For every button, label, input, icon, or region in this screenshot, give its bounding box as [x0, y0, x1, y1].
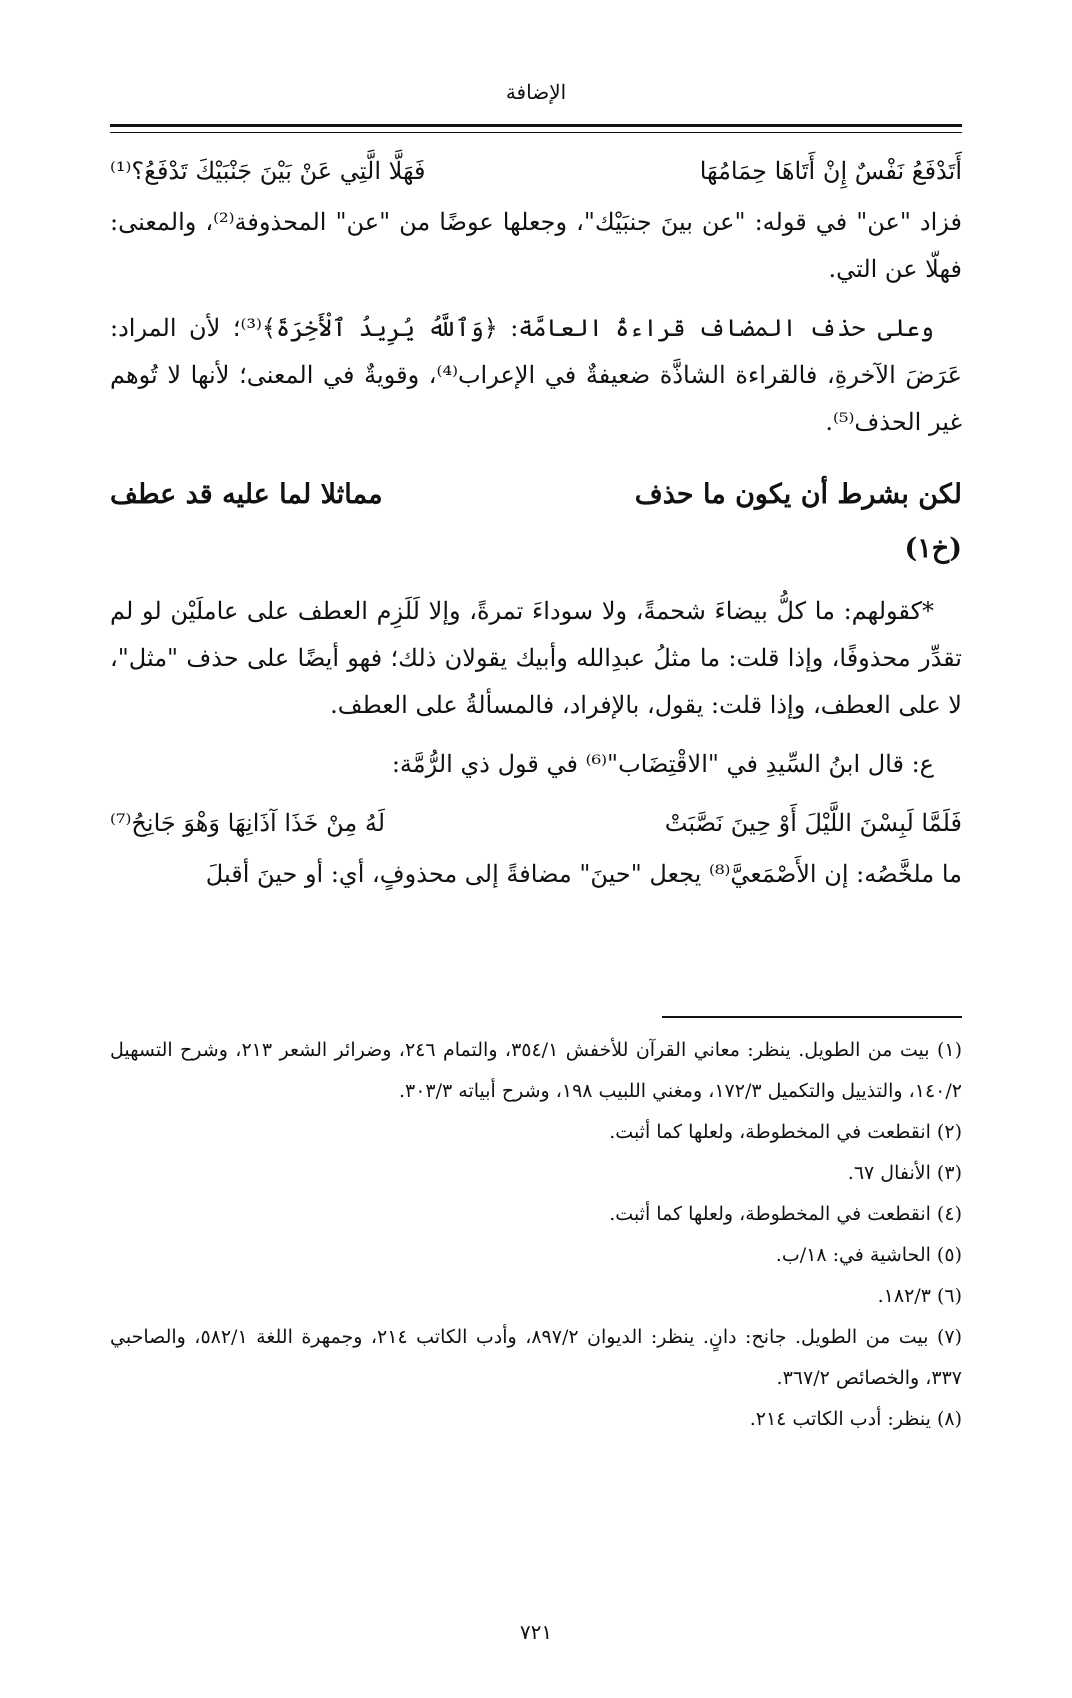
running-header: الإضافة [505, 80, 567, 104]
footnote-2: (٢) انقطعت في المخطوطة، ولعلها كما أثبت. [609, 1121, 962, 1143]
main-text [110, 148, 962, 910]
footnote-3: (٣) الأنفال ٦٧. [847, 1162, 962, 1184]
paragraph-2: وعلى حذف المضاف قراءةُ العامَّة: ﴿وَٱللَّهُ يُرِيدُ ٱلْأَخِرَةَ﴾⁽³⁾؛ لأن المراد: عَرَضَ الآخرةِ، فالقراءة الشاذَّة ضعيفةٌ في الإعراب⁽⁴⁾، وقويةٌ في المعنى؛ لأنها لا تُوهم غير الحذف⁽⁵⁾. [110, 314, 962, 436]
footnote-6: (٦) ١٨٢/٣. [877, 1285, 962, 1307]
alfiyya-verse-second: مماثلا لما عليه قد عطف [110, 479, 383, 510]
footnote-separator [662, 1016, 962, 1018]
verse-1-second-hemistich: فَهَلَّا الَّتِي عَنْ بَيْنَ جَنْبَيْكَ تَدْفَعُ؟⁽¹⁾ [110, 157, 426, 185]
verse-2-second-hemistich: لَهُ مِنْ خَذَا آذَانِهَا وَهْوَ جَانِحُ⁽⁷⁾ [110, 809, 386, 837]
alfiyya-verse [110, 468, 962, 522]
verse-1-first-hemistich: أَتَدْفَعُ نَفْسٌ إِنْ أَتَاهَا حِمَامُهَا [699, 157, 962, 185]
paragraph-4: ع: قال ابنُ السِّيدِ في "الاقْتِضَاب"⁽⁶⁾ في قول ذي الرُّمَّة: [391, 750, 934, 778]
paragraph-3: *كقولهم: ما كلُّ بيضاءَ شحمةً، ولا سوداءَ تمرةً، وإلا لَلَزِم العطف على عاملَيْن لو لم تقدِّر محذوفًا، وإذا قلت: ما مثلُ عبدِالله وأبيك يقولان ذلك؛ فهو أيضًا على حذف "مثل"، لا على العطف، وإذا قلت: يقول، بالإفراد، فالمسألةُ على العطف. [110, 597, 962, 719]
page-number: ٧٢١ [519, 1620, 553, 1644]
verse-2-first-hemistich: فَلَمَّا لَبِسْنَ اللَّيْلَ أَوْ حِينَ نَصَّبَتْ [664, 809, 962, 837]
footnote-5: (٥) الحاشية في: ١٨/ب. [775, 1244, 962, 1266]
header-rule-thick [110, 124, 962, 127]
header-rule-thin [110, 132, 962, 133]
verse-2 [110, 800, 962, 847]
footnote-7: (٧) بيت من الطويل. جانح: دانٍ. ينظر: الديوان ٨٩٧/٢، وأدب الكاتب ٢١٤، وجمهرة اللغة ٥٨٢/١، والصاحبي ٣٣٧، والخصائص ٣٦٧/٢. [110, 1326, 963, 1389]
footnotes [110, 1030, 962, 1440]
footnote-8: (٨) ينظر: أدب الكاتب ٢١٤. [749, 1408, 962, 1430]
alfiyya-verse-first: لكن بشرط أن يكون ما حذف [634, 479, 962, 510]
alfiyya-verse-ref: (خ١) [904, 533, 962, 564]
verse-1 [110, 148, 962, 195]
footnote-4: (٤) انقطعت في المخطوطة، ولعلها كما أثبت. [609, 1203, 962, 1225]
footnote-1: (١) بيت من الطويل. ينظر: معاني القرآن للأخفش ٣٥٤/١، والتمام ٢٤٦، وضرائر الشعر ٢١٣، وشرح التسهيل ١٤٠/٢، والتذييل والتكميل ١٧٢/٣، ومغني اللبيب ١٩٨، وشرح أبياته ٣٠٣/٣. [110, 1039, 963, 1102]
paragraph-5: ما ملخَّصُه: إن الأَصْمَعيَّ⁽⁸⁾ يجعل "حينَ" مضافةً إلى محذوفٍ، أي: أو حينَ أقبلَ [205, 860, 962, 888]
paragraph-1: فزاد "عن" في قوله: "عن بينَ جنبَيْك"، وجعلها عوضًا من "عن" المحذوفة⁽²⁾، والمعنى: فهلّا عن التي. [110, 208, 962, 283]
